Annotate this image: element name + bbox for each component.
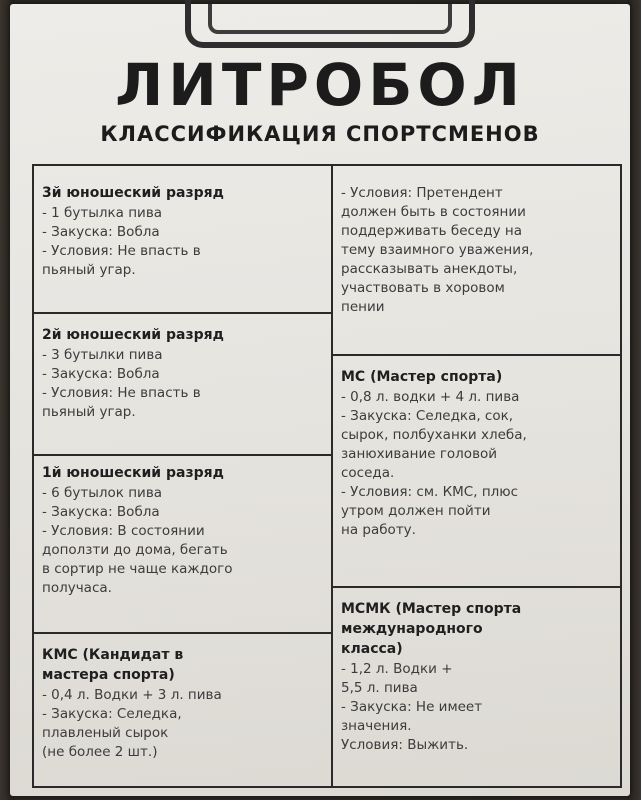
- rank-heading: МС (Мастер спорта): [341, 369, 503, 385]
- binder-clip-inner: [208, 4, 452, 34]
- rank-line: - 6 бутылок пива: [42, 485, 163, 501]
- rank-line: поддерживать беседу на: [341, 223, 522, 239]
- rank-line: утром должен пойти: [341, 503, 491, 519]
- row-divider: [34, 312, 331, 314]
- rank-line: - Закуска: Не имеет: [341, 699, 483, 715]
- rank-line: - Условия: Претендент: [341, 185, 503, 201]
- rank-line: 5,5 л. пива: [341, 680, 418, 696]
- rank-line: - 3 бутылки пива: [42, 347, 163, 363]
- row-divider: [333, 354, 620, 356]
- rank-line: - Условия: Не впасть в: [42, 243, 201, 259]
- rank-heading: МСМК (Мастер спорта: [341, 601, 522, 617]
- rank-line: - Закуска: Вобла: [42, 224, 160, 240]
- rank-line: значения.: [341, 718, 412, 734]
- rank-line: - Условия: Не впасть в: [42, 385, 201, 401]
- rank-line: в сортир не чаще каждого: [42, 561, 233, 577]
- rank-heading: 3й юношеский разряд: [42, 185, 224, 201]
- rank-line: доползти до дома, бегать: [42, 542, 228, 558]
- row-divider: [333, 586, 620, 588]
- rank-kms-conditions: [333, 184, 620, 317]
- rank-heading: мастера спорта): [42, 667, 175, 683]
- rank-line: занюхивание головой: [341, 446, 498, 462]
- rank-kms: [34, 646, 331, 762]
- rank-1-youth: [34, 464, 331, 598]
- rank-3-youth: [34, 184, 331, 280]
- rank-line: - Условия: см. КМС, плюс: [341, 484, 519, 500]
- row-divider: [34, 454, 331, 456]
- rank-line: пьяный угар.: [42, 262, 136, 278]
- rank-line: получаса.: [42, 580, 112, 596]
- rank-2-youth: [34, 326, 331, 422]
- rank-heading: КМС (Кандидат в: [42, 647, 184, 663]
- rank-heading: 1й юношеский разряд: [42, 465, 224, 481]
- rank-heading: 2й юношеский разряд: [42, 327, 224, 343]
- rank-line: должен быть в состоянии: [341, 204, 526, 220]
- classification-table: [32, 164, 622, 788]
- row-divider: [34, 632, 331, 634]
- rank-line: на работу.: [341, 522, 416, 538]
- rank-line: сырок, полбуханки хлеба,: [341, 427, 527, 443]
- rank-line: рассказывать анекдоты,: [341, 261, 518, 277]
- rank-line: - 0,8 л. водки + 4 л. пива: [341, 389, 520, 405]
- rank-heading: класса): [341, 641, 403, 657]
- paper-sheet: [10, 4, 630, 796]
- rank-line: - 0,4 л. Водки + 3 л. пива: [42, 687, 222, 703]
- rank-line: - 1,2 л. Водки +: [341, 661, 453, 677]
- rank-line: пьяный угар.: [42, 404, 136, 420]
- page-subtitle: КЛАССИФИКАЦИЯ СПОРТСМЕНОВ: [100, 122, 540, 146]
- rank-heading: международного: [341, 621, 483, 637]
- rank-msmk: [333, 600, 620, 755]
- page-title: ЛИТРОБОЛ: [115, 51, 525, 119]
- rank-line: - Закуска: Вобла: [42, 504, 160, 520]
- rank-line: соседа.: [341, 465, 395, 481]
- rank-line: пении: [341, 299, 385, 315]
- rank-line: - Условия: В состоянии: [42, 523, 205, 539]
- rank-line: - 1 бутылка пива: [42, 205, 163, 221]
- rank-ms: [333, 368, 620, 540]
- rank-line: тему взаимного уважения,: [341, 242, 534, 258]
- rank-line: (не более 2 шт.): [42, 744, 158, 760]
- rank-line: - Закуска: Селедка, сок,: [341, 408, 514, 424]
- rank-line: участвовать в хоровом: [341, 280, 505, 296]
- rank-line: - Закуска: Селедка,: [42, 706, 182, 722]
- rank-line: плавленый сырок: [42, 725, 169, 741]
- rank-line: - Закуска: Вобла: [42, 366, 160, 382]
- rank-line: Условия: Выжить.: [341, 737, 469, 753]
